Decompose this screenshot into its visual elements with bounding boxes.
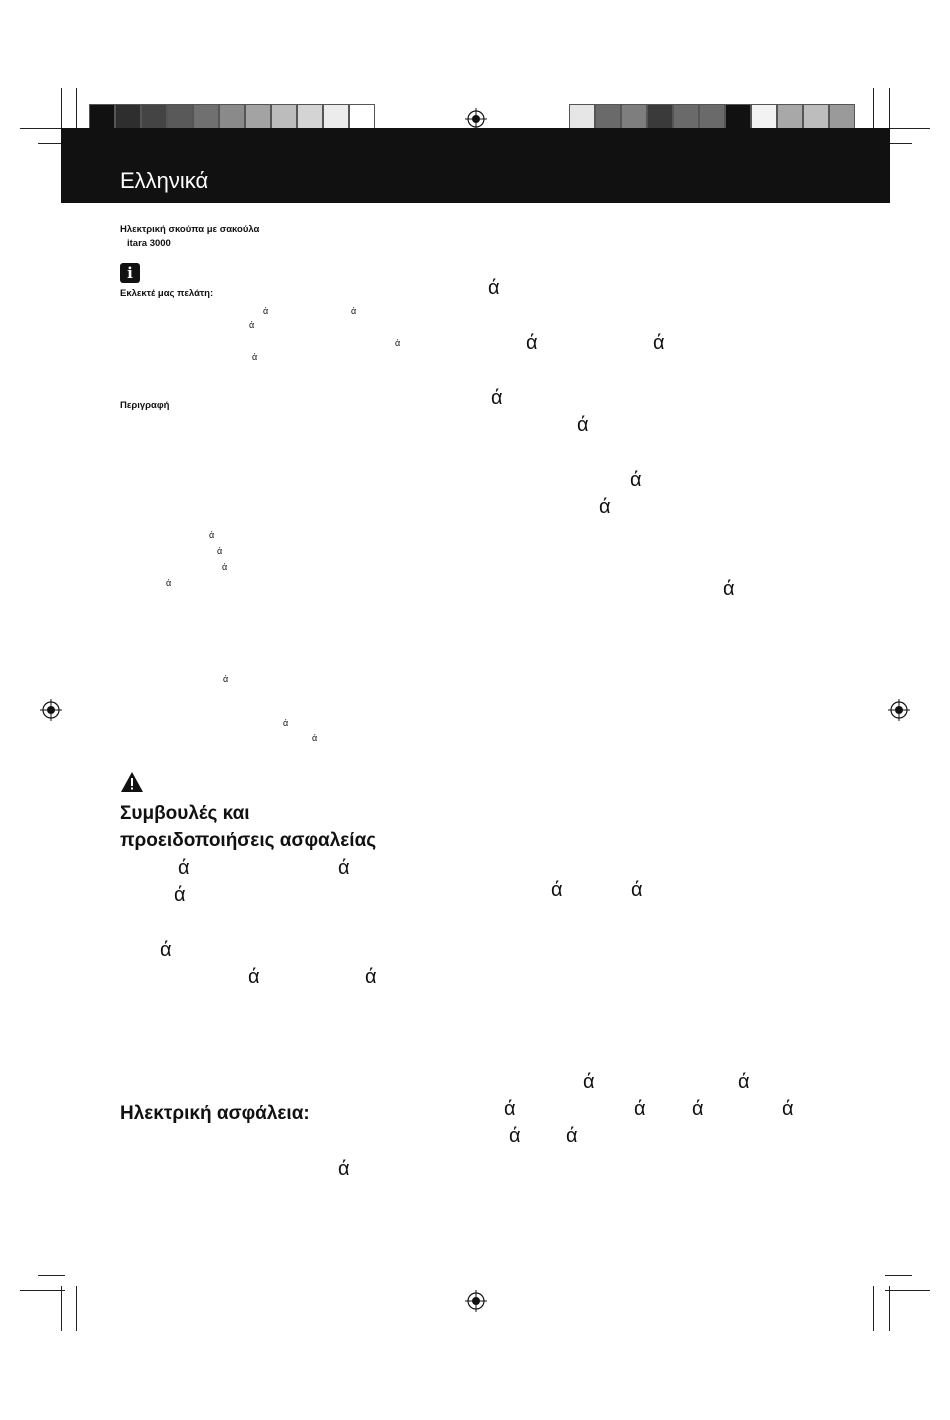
color-swatch (349, 104, 375, 130)
crop-mark (20, 1290, 65, 1291)
intro-heading: Εκλεκτέ μας πελάτη: (120, 288, 214, 299)
color-swatch (245, 104, 271, 130)
text-fragment: ά (263, 306, 269, 316)
color-swatch (193, 104, 219, 130)
color-swatch (673, 104, 699, 130)
text-fragment: ά (491, 387, 503, 409)
color-swatch (699, 104, 725, 130)
text-fragment: ά (365, 966, 377, 988)
text-fragment: ά (283, 718, 289, 728)
registration-mark-icon (888, 699, 910, 721)
text-fragment: ά (248, 966, 260, 988)
text-fragment: ά (209, 530, 215, 540)
electrical-safety-heading: Ηλεκτρική ασφάλεια: (120, 1103, 310, 1124)
text-fragment: ά (782, 1098, 794, 1120)
language-header-band (61, 128, 890, 203)
text-fragment: ά (599, 496, 611, 518)
description-heading: Περιγραφή (120, 400, 170, 411)
text-fragment: ά (351, 306, 357, 316)
color-swatch (297, 104, 323, 130)
text-fragment: ά (249, 320, 255, 330)
color-swatch (647, 104, 673, 130)
color-swatch (115, 104, 141, 130)
crop-mark (38, 1275, 65, 1276)
color-swatch (141, 104, 167, 130)
text-fragment: ά (551, 879, 563, 901)
color-swatch (621, 104, 647, 130)
color-swatch (271, 104, 297, 130)
color-swatch (569, 104, 595, 130)
registration-mark-icon (465, 1290, 487, 1312)
text-fragment: ά (566, 1125, 578, 1147)
text-fragment: ά (217, 546, 223, 556)
text-fragment: ά (577, 414, 589, 436)
text-fragment: ά (504, 1098, 516, 1120)
text-fragment: ά (488, 277, 500, 299)
warning-icon (120, 771, 144, 793)
product-name: Ηλεκτρική σκούπα με σακούλα (120, 224, 260, 235)
text-fragment: ά (526, 332, 538, 354)
color-swatch (829, 104, 855, 130)
text-fragment: ά (653, 332, 665, 354)
crop-mark (885, 1275, 912, 1276)
text-fragment: ά (509, 1125, 521, 1147)
text-fragment: ά (723, 578, 735, 600)
text-fragment: ά (160, 939, 172, 961)
text-fragment: ά (252, 352, 258, 362)
crop-mark (76, 1286, 77, 1331)
crop-mark (61, 1286, 62, 1331)
text-fragment: ά (634, 1098, 646, 1120)
color-swatch (777, 104, 803, 130)
text-fragment: ά (630, 469, 642, 491)
text-fragment: ά (223, 674, 229, 684)
color-swatch (725, 104, 751, 130)
text-fragment: ά (338, 1158, 350, 1180)
color-swatch (595, 104, 621, 130)
crop-mark (873, 1286, 874, 1331)
safety-heading-line2: προειδοποιήσεις ασφαλείας (120, 830, 377, 851)
registration-mark-icon (465, 108, 487, 130)
color-swatch (751, 104, 777, 130)
text-fragment: ά (583, 1071, 595, 1093)
text-fragment: ά (178, 857, 190, 879)
crop-mark (20, 128, 65, 129)
crop-mark (889, 1286, 890, 1331)
crop-mark (885, 1290, 930, 1291)
text-fragment: ά (222, 562, 228, 572)
color-swatch (167, 104, 193, 130)
info-icon: i (120, 263, 140, 283)
text-fragment: ά (174, 884, 186, 906)
color-swatch (219, 104, 245, 130)
text-fragment: ά (631, 879, 643, 901)
color-swatch (803, 104, 829, 130)
text-fragment: ά (692, 1098, 704, 1120)
text-fragment: ά (312, 733, 318, 743)
text-fragment: ά (338, 857, 350, 879)
registration-mark-icon (40, 699, 62, 721)
text-fragment: ά (166, 578, 172, 588)
language-title: Ελληνικά (120, 168, 209, 193)
color-swatch (89, 104, 115, 130)
safety-heading-line1: Συμβουλές και (120, 803, 250, 824)
crop-mark (885, 128, 930, 129)
text-fragment: ά (738, 1071, 750, 1093)
product-model: itara 3000 (127, 238, 171, 249)
color-swatch (323, 104, 349, 130)
text-fragment: ά (395, 338, 401, 348)
